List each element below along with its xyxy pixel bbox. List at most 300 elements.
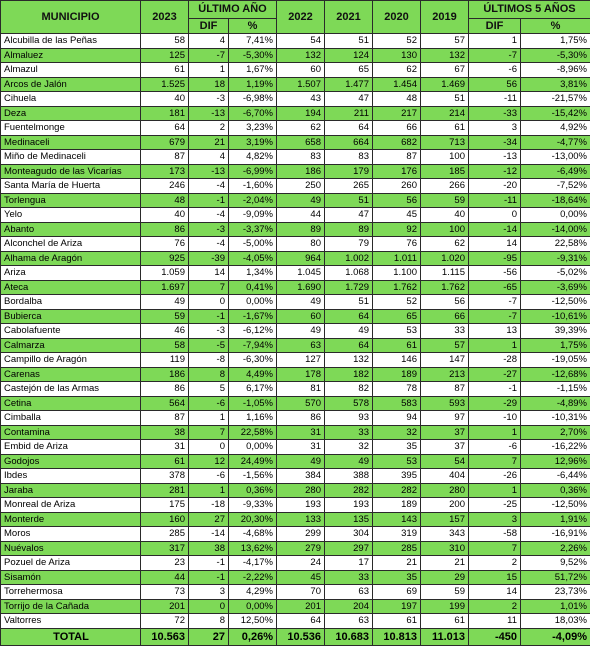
cell-2021: 1.477	[325, 77, 373, 92]
cell-2019: 21	[421, 556, 469, 571]
cell-2019: 57	[421, 338, 469, 353]
cell-2021: 32	[325, 440, 373, 455]
cell-municipio: Alhama de Aragón	[1, 251, 141, 266]
cell-dif-5: -20	[469, 179, 521, 194]
cell-2019: 1.469	[421, 77, 469, 92]
cell-municipio: Arcos de Jalón	[1, 77, 141, 92]
cell-2023: 564	[141, 396, 189, 411]
table-row	[1, 208, 590, 223]
table-row	[1, 585, 590, 600]
cell-pct-5: -6,49%	[521, 164, 590, 179]
total-pct: 0,26%	[229, 628, 277, 645]
cell-municipio: Valtorres	[1, 614, 141, 629]
cell-pct: -9,09%	[229, 208, 277, 223]
cell-2023: 186	[141, 367, 189, 382]
cell-pct: 4,29%	[229, 585, 277, 600]
cell-2023: 59	[141, 309, 189, 324]
cell-2023: 87	[141, 150, 189, 165]
cell-2022: 31	[277, 425, 325, 440]
cell-pct: 13,62%	[229, 541, 277, 556]
cell-pct-5: -18,64%	[521, 193, 590, 208]
cell-pct: 1,67%	[229, 63, 277, 78]
cell-municipio: Ariza	[1, 266, 141, 281]
cell-dif-5: -6	[469, 440, 521, 455]
table-row	[1, 121, 590, 136]
cell-2019: 54	[421, 454, 469, 469]
cell-pct-5: 51,72%	[521, 570, 590, 585]
cell-dif-5: 1	[469, 338, 521, 353]
table-row	[1, 179, 590, 194]
cell-dif: 0	[189, 599, 229, 614]
cell-2022: 127	[277, 353, 325, 368]
cell-pct-5: 3,81%	[521, 77, 590, 92]
cell-dif: -39	[189, 251, 229, 266]
cell-pct: 0,00%	[229, 599, 277, 614]
header-pct-5: %	[521, 19, 590, 34]
cell-2020: 143	[373, 512, 421, 527]
cell-2022: 132	[277, 48, 325, 63]
cell-2022: 49	[277, 193, 325, 208]
cell-2021: 64	[325, 121, 373, 136]
cell-dif-5: -58	[469, 527, 521, 542]
cell-dif: -4	[189, 208, 229, 223]
cell-2019: 57	[421, 34, 469, 49]
cell-pct: 3,23%	[229, 121, 277, 136]
cell-2019: 185	[421, 164, 469, 179]
cell-municipio: Carenas	[1, 367, 141, 382]
cell-dif-5: -95	[469, 251, 521, 266]
cell-municipio: Contamina	[1, 425, 141, 440]
cell-2019: 66	[421, 309, 469, 324]
cell-2023: 86	[141, 222, 189, 237]
cell-pct-5: 39,39%	[521, 324, 590, 339]
cell-pct-5: -15,42%	[521, 106, 590, 121]
cell-pct-5: 1,75%	[521, 34, 590, 49]
cell-2022: 201	[277, 599, 325, 614]
cell-2023: 73	[141, 585, 189, 600]
cell-dif-5: -12	[469, 164, 521, 179]
cell-2020: 35	[373, 440, 421, 455]
cell-dif: 5	[189, 382, 229, 397]
cell-2022: 64	[277, 614, 325, 629]
total-dif: 27	[189, 628, 229, 645]
cell-pct-5: -12,50%	[521, 498, 590, 513]
total-pct-5: -4,09%	[521, 628, 590, 645]
cell-2021: 51	[325, 193, 373, 208]
cell-2020: 61	[373, 614, 421, 629]
cell-municipio: Ibdes	[1, 469, 141, 484]
table-row	[1, 48, 590, 63]
total-2023: 10.563	[141, 628, 189, 645]
cell-2021: 51	[325, 295, 373, 310]
cell-dif-5: -1	[469, 382, 521, 397]
cell-pct-5: -16,22%	[521, 440, 590, 455]
table-row	[1, 77, 590, 92]
cell-2020: 52	[373, 34, 421, 49]
cell-municipio: Calmarza	[1, 338, 141, 353]
cell-2022: 250	[277, 179, 325, 194]
cell-dif: 14	[189, 266, 229, 281]
cell-2020: 319	[373, 527, 421, 542]
cell-2023: 48	[141, 193, 189, 208]
header-dif: DIF	[189, 19, 229, 34]
cell-dif-5: -29	[469, 396, 521, 411]
cell-2021: 297	[325, 541, 373, 556]
cell-dif-5: -33	[469, 106, 521, 121]
total-row	[1, 628, 590, 645]
cell-2022: 81	[277, 382, 325, 397]
cell-dif-5: 2	[469, 556, 521, 571]
table-row	[1, 222, 590, 237]
cell-pct-5: -13,00%	[521, 150, 590, 165]
total-2019: 11.013	[421, 628, 469, 645]
cell-dif: -3	[189, 324, 229, 339]
cell-dif-5: -56	[469, 266, 521, 281]
cell-dif: -4	[189, 237, 229, 252]
table-body	[1, 34, 590, 629]
cell-dif: -18	[189, 498, 229, 513]
cell-2022: 178	[277, 367, 325, 382]
cell-pct: -5,30%	[229, 48, 277, 63]
cell-pct: -6,70%	[229, 106, 277, 121]
cell-2021: 65	[325, 63, 373, 78]
cell-dif: -7	[189, 48, 229, 63]
table-row	[1, 541, 590, 556]
header-dif-5: DIF	[469, 19, 521, 34]
cell-dif: 2	[189, 121, 229, 136]
cell-2023: 378	[141, 469, 189, 484]
cell-pct: 3,19%	[229, 135, 277, 150]
table-row	[1, 411, 590, 426]
table-row	[1, 324, 590, 339]
cell-2023: 1.059	[141, 266, 189, 281]
cell-dif-5: 3	[469, 512, 521, 527]
cell-2019: 266	[421, 179, 469, 194]
table-row	[1, 614, 590, 629]
cell-2020: 48	[373, 92, 421, 107]
cell-2022: 1.045	[277, 266, 325, 281]
table-row	[1, 556, 590, 571]
cell-2023: 61	[141, 63, 189, 78]
cell-dif: -4	[189, 179, 229, 194]
cell-pct-5: -14,00%	[521, 222, 590, 237]
cell-dif-5: -7	[469, 48, 521, 63]
cell-pct: 6,17%	[229, 382, 277, 397]
cell-2021: 82	[325, 382, 373, 397]
table-row	[1, 570, 590, 585]
cell-dif-5: 7	[469, 541, 521, 556]
cell-dif-5: -27	[469, 367, 521, 382]
cell-2021: 388	[325, 469, 373, 484]
cell-2023: 72	[141, 614, 189, 629]
cell-municipio: Torrijo de la Cañada	[1, 599, 141, 614]
cell-2022: 45	[277, 570, 325, 585]
cell-2019: 100	[421, 222, 469, 237]
header-2022: 2022	[277, 1, 325, 34]
cell-dif-5: -11	[469, 92, 521, 107]
table-row	[1, 295, 590, 310]
cell-2019: 214	[421, 106, 469, 121]
cell-pct: -5,00%	[229, 237, 277, 252]
cell-pct: -6,99%	[229, 164, 277, 179]
cell-2019: 51	[421, 92, 469, 107]
cell-pct: -1,60%	[229, 179, 277, 194]
cell-dif-5: -7	[469, 309, 521, 324]
cell-2020: 146	[373, 353, 421, 368]
cell-2022: 44	[277, 208, 325, 223]
table-header	[1, 1, 590, 34]
table-row	[1, 106, 590, 121]
cell-dif-5: -28	[469, 353, 521, 368]
cell-pct-5: -21,57%	[521, 92, 590, 107]
cell-2020: 62	[373, 63, 421, 78]
cell-2021: 51	[325, 34, 373, 49]
cell-2023: 58	[141, 34, 189, 49]
cell-2019: 147	[421, 353, 469, 368]
cell-2019: 59	[421, 193, 469, 208]
cell-2023: 281	[141, 483, 189, 498]
cell-dif: 12	[189, 454, 229, 469]
cell-2022: 964	[277, 251, 325, 266]
cell-2021: 49	[325, 454, 373, 469]
cell-2020: 87	[373, 150, 421, 165]
cell-2019: 61	[421, 614, 469, 629]
cell-2020: 176	[373, 164, 421, 179]
header-2021: 2021	[325, 1, 373, 34]
table-row	[1, 193, 590, 208]
cell-pct: -4,05%	[229, 251, 277, 266]
cell-2023: 23	[141, 556, 189, 571]
table-row	[1, 527, 590, 542]
cell-dif-5: -11	[469, 193, 521, 208]
cell-2020: 1.011	[373, 251, 421, 266]
cell-pct: 20,30%	[229, 512, 277, 527]
cell-2022: 384	[277, 469, 325, 484]
table-row	[1, 135, 590, 150]
cell-2022: 86	[277, 411, 325, 426]
cell-2021: 179	[325, 164, 373, 179]
cell-municipio: Castejón de las Armas	[1, 382, 141, 397]
cell-pct: -6,30%	[229, 353, 277, 368]
cell-2022: 193	[277, 498, 325, 513]
cell-2022: 279	[277, 541, 325, 556]
cell-pct-5: 22,58%	[521, 237, 590, 252]
cell-2021: 204	[325, 599, 373, 614]
cell-2019: 67	[421, 63, 469, 78]
cell-municipio: Cihuela	[1, 92, 141, 107]
cell-pct-5: 1,91%	[521, 512, 590, 527]
cell-2023: 76	[141, 237, 189, 252]
cell-pct: -7,94%	[229, 338, 277, 353]
cell-municipio: Yelo	[1, 208, 141, 223]
cell-2019: 200	[421, 498, 469, 513]
cell-pct: 1,19%	[229, 77, 277, 92]
cell-pct-5: -12,68%	[521, 367, 590, 382]
cell-pct: 1,16%	[229, 411, 277, 426]
cell-2019: 593	[421, 396, 469, 411]
table-row	[1, 454, 590, 469]
cell-2023: 160	[141, 512, 189, 527]
cell-2023: 201	[141, 599, 189, 614]
cell-municipio: Campillo de Aragón	[1, 353, 141, 368]
cell-dif: 1	[189, 483, 229, 498]
cell-2020: 583	[373, 396, 421, 411]
cell-dif: 1	[189, 63, 229, 78]
cell-dif: 0	[189, 440, 229, 455]
cell-pct-5: -16,91%	[521, 527, 590, 542]
cell-2019: 100	[421, 150, 469, 165]
cell-2020: 69	[373, 585, 421, 600]
cell-pct: 12,50%	[229, 614, 277, 629]
cell-municipio: Ateca	[1, 280, 141, 295]
cell-pct-5: -12,50%	[521, 295, 590, 310]
cell-2022: 60	[277, 63, 325, 78]
cell-2022: 24	[277, 556, 325, 571]
cell-2023: 285	[141, 527, 189, 542]
table-row	[1, 338, 590, 353]
cell-2020: 76	[373, 237, 421, 252]
cell-pct: -6,98%	[229, 92, 277, 107]
cell-pct: -2,04%	[229, 193, 277, 208]
table-row	[1, 92, 590, 107]
cell-2023: 173	[141, 164, 189, 179]
table-row	[1, 425, 590, 440]
cell-2020: 1.454	[373, 77, 421, 92]
cell-municipio: Medinaceli	[1, 135, 141, 150]
cell-2021: 211	[325, 106, 373, 121]
cell-2021: 47	[325, 208, 373, 223]
table-row	[1, 440, 590, 455]
cell-2021: 664	[325, 135, 373, 150]
cell-2020: 53	[373, 454, 421, 469]
cell-2019: 213	[421, 367, 469, 382]
cell-2019: 1.115	[421, 266, 469, 281]
cell-pct-5: -5,02%	[521, 266, 590, 281]
cell-pct: -2,22%	[229, 570, 277, 585]
cell-dif: -5	[189, 338, 229, 353]
table-row	[1, 367, 590, 382]
cell-2023: 49	[141, 295, 189, 310]
cell-pct-5: -6,44%	[521, 469, 590, 484]
cell-municipio: Cabolafuente	[1, 324, 141, 339]
cell-2021: 124	[325, 48, 373, 63]
cell-dif: -13	[189, 164, 229, 179]
cell-municipio: Pozuel de Ariza	[1, 556, 141, 571]
total-2021: 10.683	[325, 628, 373, 645]
cell-2022: 63	[277, 338, 325, 353]
cell-municipio: Almaluez	[1, 48, 141, 63]
cell-2023: 86	[141, 382, 189, 397]
total-dif-5: -450	[469, 628, 521, 645]
cell-2022: 89	[277, 222, 325, 237]
cell-pct-5: -3,69%	[521, 280, 590, 295]
cell-dif-5: 0	[469, 208, 521, 223]
cell-2021: 182	[325, 367, 373, 382]
cell-dif-5: -7	[469, 295, 521, 310]
cell-2022: 658	[277, 135, 325, 150]
cell-2019: 310	[421, 541, 469, 556]
cell-municipio: Sisamón	[1, 570, 141, 585]
cell-pct-5: 18,03%	[521, 614, 590, 629]
cell-dif-5: -6	[469, 63, 521, 78]
cell-2021: 578	[325, 396, 373, 411]
cell-2021: 64	[325, 309, 373, 324]
cell-pct: 22,58%	[229, 425, 277, 440]
header-2023: 2023	[141, 1, 189, 34]
cell-2022: 299	[277, 527, 325, 542]
cell-2020: 53	[373, 324, 421, 339]
cell-2022: 49	[277, 454, 325, 469]
cell-municipio: Torlengua	[1, 193, 141, 208]
cell-2019: 97	[421, 411, 469, 426]
cell-dif: 27	[189, 512, 229, 527]
cell-municipio: Cimballa	[1, 411, 141, 426]
cell-2021: 47	[325, 92, 373, 107]
table-row	[1, 164, 590, 179]
cell-2022: 1.507	[277, 77, 325, 92]
cell-dif-5: -13	[469, 150, 521, 165]
cell-dif-5: 13	[469, 324, 521, 339]
cell-2022: 80	[277, 237, 325, 252]
total-2020: 10.813	[373, 628, 421, 645]
cell-municipio: Alcubilla de las Peñas	[1, 34, 141, 49]
cell-2020: 130	[373, 48, 421, 63]
cell-pct-5: -10,61%	[521, 309, 590, 324]
cell-2019: 61	[421, 121, 469, 136]
cell-2019: 37	[421, 440, 469, 455]
cell-2020: 1.762	[373, 280, 421, 295]
cell-2019: 59	[421, 585, 469, 600]
cell-pct: 4,49%	[229, 367, 277, 382]
cell-2020: 94	[373, 411, 421, 426]
cell-2019: 40	[421, 208, 469, 223]
cell-2021: 89	[325, 222, 373, 237]
cell-pct: -4,68%	[229, 527, 277, 542]
cell-2023: 87	[141, 411, 189, 426]
cell-2021: 33	[325, 570, 373, 585]
cell-2023: 125	[141, 48, 189, 63]
cell-2021: 1.002	[325, 251, 373, 266]
cell-2019: 56	[421, 295, 469, 310]
cell-pct: 0,00%	[229, 440, 277, 455]
cell-2021: 1.068	[325, 266, 373, 281]
cell-municipio: Torrehermosa	[1, 585, 141, 600]
cell-2022: 83	[277, 150, 325, 165]
cell-pct: 4,82%	[229, 150, 277, 165]
cell-2020: 78	[373, 382, 421, 397]
cell-dif: -1	[189, 193, 229, 208]
cell-2019: 713	[421, 135, 469, 150]
cell-2021: 63	[325, 585, 373, 600]
cell-pct: -3,37%	[229, 222, 277, 237]
cell-pct: 0,00%	[229, 295, 277, 310]
cell-2022: 194	[277, 106, 325, 121]
cell-2021: 64	[325, 338, 373, 353]
cell-dif-5: -14	[469, 222, 521, 237]
header-pct: %	[229, 19, 277, 34]
cell-municipio: Monterde	[1, 512, 141, 527]
cell-dif: -1	[189, 556, 229, 571]
cell-2023: 40	[141, 208, 189, 223]
cell-2020: 217	[373, 106, 421, 121]
cell-pct: 0,41%	[229, 280, 277, 295]
cell-dif: -6	[189, 469, 229, 484]
cell-2023: 40	[141, 92, 189, 107]
cell-pct-5: 23,73%	[521, 585, 590, 600]
cell-2022: 280	[277, 483, 325, 498]
cell-dif-5: 14	[469, 585, 521, 600]
cell-pct-5: -10,31%	[521, 411, 590, 426]
